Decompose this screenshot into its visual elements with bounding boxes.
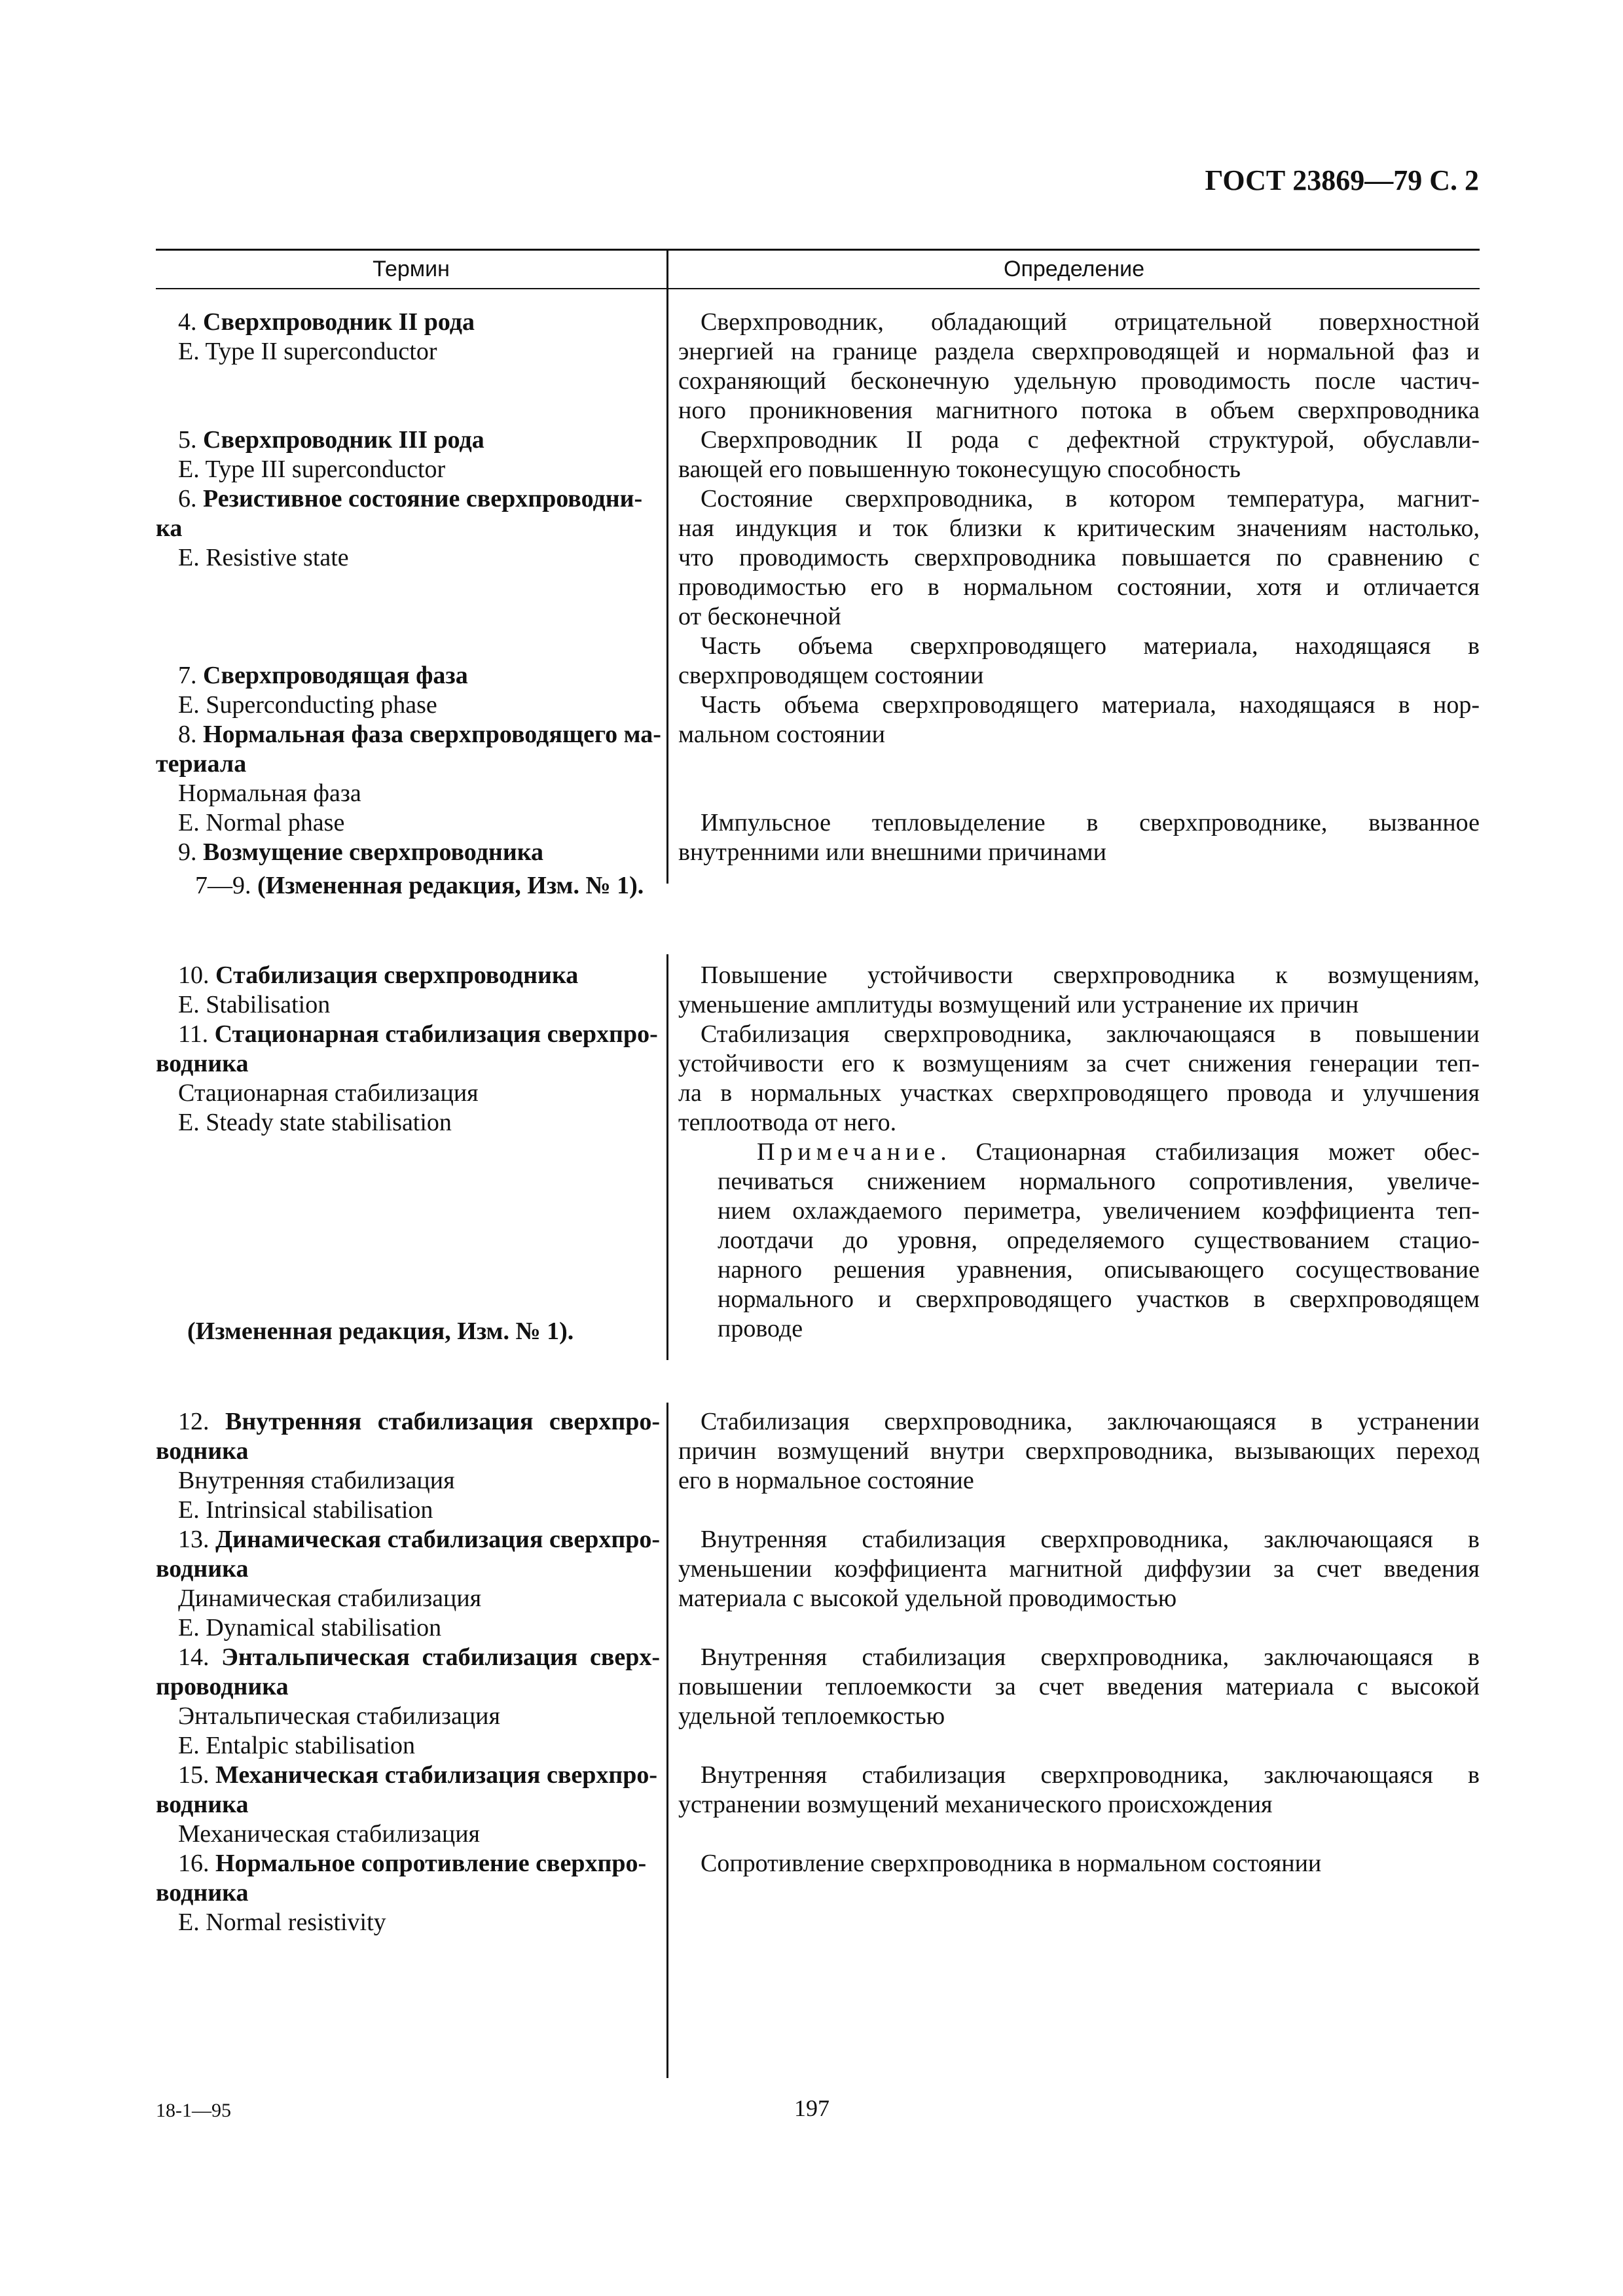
term-15: 15. Механическая стабилизация сверхпро- (178, 1761, 658, 1789)
term-10-english: E. Stabilisation (178, 991, 331, 1018)
term-11-english: E. Steady state stabilisation (178, 1109, 452, 1136)
term-15-synonym: Механическая стабилизация (178, 1820, 481, 1848)
term-16-cont: водника (156, 1879, 249, 1907)
term-16-english: E. Normal resistivity (178, 1909, 386, 1936)
definition-5: Сверхпроводник II рода с дефектной структурой, обуславли- вающей его повышенную токонесущую способность (678, 426, 1480, 483)
term-8-cont: териала (156, 750, 247, 778)
terms-block-2 (156, 961, 660, 1346)
term-7-english: E. Superconducting phase (178, 691, 437, 719)
column-header-term: Термин (373, 257, 450, 281)
column-divider (666, 1403, 668, 2078)
definition-8: Часть объема сверхпроводящего материала, находящаяся в нор- мальном состоянии (678, 691, 1480, 748)
term-7: 7. Сверхпроводящая фаза (178, 662, 468, 689)
term-6-cont: ка (156, 514, 183, 542)
term-11-cont: водника (156, 1050, 249, 1077)
term-14-synonym: Энтальпическая стабилизация (178, 1702, 500, 1730)
term-15-cont: водника (156, 1791, 249, 1818)
column-divider (666, 249, 668, 884)
definitions-block-1 (678, 308, 1480, 867)
term-14-english: E. Entalpic stabilisation (178, 1732, 415, 1759)
term-4-english: E. Type II superconductor (178, 338, 437, 365)
definition-12: Стабилизация сверхпроводника, заключающаяся в устранении причин возмущений внутри сверхпроводника, вызывающих переход его в нормальное состояние (678, 1408, 1480, 1494)
amendment-note: 7—9. (Измененная редакция, Изм. № 1). (195, 872, 644, 899)
term-5-english: E. Type III superconductor (178, 456, 446, 483)
term-8-synonym: Нормальная фаза (178, 780, 361, 807)
definitions-block-3 (678, 1407, 1480, 1878)
definition-13: Внутренняя стабилизация сверхпроводника, заключающаяся в уменьшении коэффициента магнитной диффузии за счет введения материала с высокой удельной проводимостью (678, 1526, 1480, 1612)
definition-16: Сопротивление сверхпроводника в нормальном состоянии (701, 1850, 1322, 1877)
term-11: 11. Стационарная стабилизация сверхпро- (178, 1020, 658, 1048)
term-8-english: E. Normal phase (178, 809, 345, 836)
page-title: ГОСТ 23869—79 С. 2 (1205, 164, 1479, 196)
terms-block-3 (156, 1407, 660, 1937)
term-14: 14. Энтальпическая стабилизация сверх- (178, 1643, 661, 1671)
column-divider (666, 954, 668, 1360)
term-13-cont: водника (156, 1555, 249, 1583)
definition-14: Внутренняя стабилизация сверхпроводника, заключающаяся в повышении теплоемкости за счет введения материала с высокой удельной теплоемкостью (678, 1643, 1480, 1730)
term-6: 6. Резистивное состояние сверхпроводни- (178, 485, 643, 512)
table-top-rule (156, 249, 1480, 251)
term-14-cont: проводника (156, 1673, 289, 1700)
term-5: 5. Сверхпроводник III рода (178, 426, 484, 454)
term-9: 9. Возмущение сверхпроводника (178, 838, 544, 866)
term-6-english: E. Resistive state (178, 544, 349, 571)
table-header-rule (156, 288, 1480, 289)
column-header-definition: Определение (1004, 257, 1144, 281)
term-11-synonym: Стационарная стабилизация (178, 1079, 479, 1107)
term-13: 13. Динамическая стабилизация сверхпро- (178, 1526, 661, 1553)
note-11: Примечание. Стационарная стабилизация может обес- печиваться снижением нормального сопротивления, увеличе- нием охлаждаемого периметра, увеличением коэффициента теп- лоотдачи до уровня, определяемого существованием стацио- нарного решения уравнения, описывающего сосуществование нормального и сверхпроводящего участков в сверхпроводящем проводе (718, 1138, 1480, 1342)
term-12: 12. Внутренняя стабилизация сверхпро- (178, 1408, 661, 1435)
term-4: 4. Сверхпроводник II рода (178, 308, 475, 336)
term-10: 10. Стабилизация сверхпроводника (178, 961, 579, 989)
terms-block-1 (156, 308, 660, 901)
definitions-block-2 (678, 961, 1480, 1344)
term-16: 16. Нормальное сопротивление сверхпро- (178, 1850, 647, 1877)
definition-4: Сверхпроводник, обладающий отрицательной поверхностной энергией на границе раздела сверхпроводящей и нормальной фаз и сохраняющий бесконечную удельную проводимость после частич- ного проникновения магнитного потока в объем сверхпроводника (678, 308, 1480, 424)
term-13-synonym: Динамическая стабилизация (178, 1585, 482, 1612)
note-label: Примечание (757, 1138, 941, 1166)
footer-code: 18-1—95 (156, 2100, 231, 2121)
amendment-note: (Измененная редакция, Изм. № 1). (187, 1318, 574, 1345)
definition-9: Импульсное тепловыделение в сверхпроводнике, вызванное внутренними или внешними причинами (678, 809, 1480, 866)
definition-11: Стабилизация сверхпроводника, заключающаяся в повышении устойчивости его к возмущениям за счет снижения генерации теп- ла в нормальных участках сверхпроводящего провода и улучшения теплоотвода от него. (678, 1020, 1480, 1136)
term-8: 8. Нормальная фаза сверхпроводящего ма- (178, 721, 661, 748)
term-13-english: E. Dynamical stabilisation (178, 1614, 442, 1641)
definition-15: Внутренняя стабилизация сверхпроводника, заключающаяся в устранении возмущений механического происхождения (678, 1761, 1480, 1818)
term-12-synonym: Внутренняя стабилизация (178, 1467, 455, 1494)
definition-10: Повышение устойчивости сверхпроводника к возмущениям, уменьшение амплитуды возмущений или устранение их причин (678, 961, 1480, 1018)
term-12-english: E. Intrinsical stabilisation (178, 1496, 433, 1524)
definition-7: Часть объема сверхпроводящего материала, находящаяся в сверхпроводящем состоянии (678, 632, 1480, 689)
page-number: 197 (794, 2095, 830, 2121)
term-12-cont: водника (156, 1437, 249, 1465)
definition-6: Состояние сверхпроводника, в котором температура, магнит- ная индукция и ток близки к критическим значениям настолько, что проводимость сверхпроводника повышается по сравнению с проводимостью его в нормальном состоянии, хотя и отличается от бесконечной (678, 485, 1480, 630)
